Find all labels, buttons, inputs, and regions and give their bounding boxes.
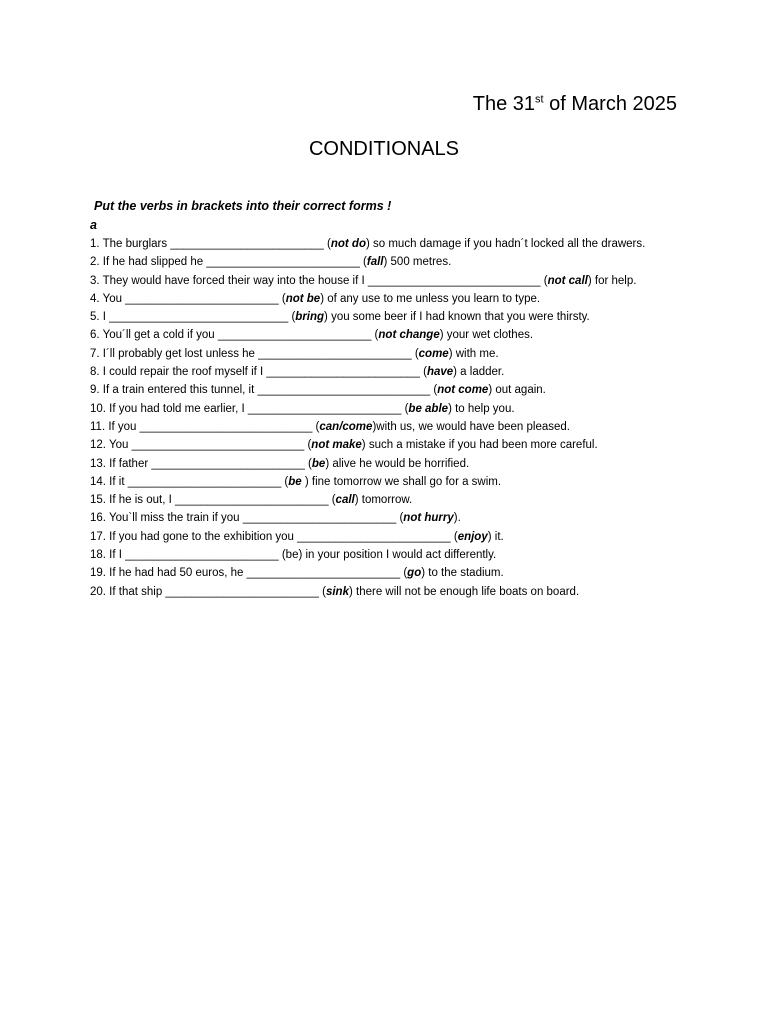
exercise-verb: not be [285, 292, 321, 305]
exercise-verb: not make [311, 439, 362, 452]
exercise-text: 3. They would have forced their way into the house if I ___________________________ ( [90, 274, 548, 287]
exercise-text: 7. I´ll probably get lost unless he ________________________ ( [90, 347, 419, 360]
exercise-item [90, 308, 645, 326]
exercise-text: ) to the stadium. [421, 567, 504, 580]
exercise-item [90, 418, 645, 436]
date-suffix: of March 2025 [543, 93, 677, 115]
exercise-item [90, 326, 645, 344]
exercise-verb: sink [325, 585, 349, 598]
exercise-item [90, 455, 645, 473]
exercise-verb: not do [330, 238, 366, 250]
exercise-item [90, 253, 645, 271]
exercise-text: ) it. [487, 530, 504, 543]
page-title: CONDITIONALS [308, 138, 460, 160]
exercise-verb: not come [437, 384, 489, 397]
exercise-item [90, 235, 645, 253]
exercise-text: 2. If he had slipped he ________________________ ( [90, 256, 367, 269]
exercise-text: 13. If father ________________________ ( [90, 457, 312, 470]
exercise-text: ) tomorrow. [354, 494, 413, 507]
exercise-verb: be [288, 475, 302, 488]
exercise-item [90, 528, 645, 546]
exercise-text: ) a ladder. [453, 366, 505, 379]
exercise-text: 1. The burglars ________________________ ( [90, 238, 331, 250]
exercise-verb: go [407, 567, 422, 580]
exercise-item [90, 564, 645, 582]
exercise-text: ) 500 metres. [383, 256, 452, 269]
exercise-text: 19. If he had had 50 euros, he ________________________ ( [90, 567, 408, 580]
exercise-text: 14. If it ________________________ ( [90, 475, 289, 488]
section-letter: a [90, 218, 97, 232]
exercise-text: 12. You ___________________________ ( [90, 439, 312, 452]
exercise-item [90, 546, 645, 564]
exercise-item [90, 509, 645, 527]
exercise-item [90, 400, 645, 418]
exercise-text: ) you some beer if I had known that you were thirsty. [324, 311, 590, 324]
exercise-verb: call [335, 494, 355, 507]
exercise-text: 20. If that ship ________________________ ( [90, 585, 326, 598]
exercise-verb: not hurry [403, 512, 454, 525]
exercise-verb: enjoy [457, 530, 488, 543]
exercise-list [90, 235, 645, 601]
exercise-text: 5. I ____________________________ ( [90, 311, 296, 324]
exercise-text: 17. If you had gone to the exhibition you ________________________ ( [90, 530, 458, 543]
exercise-verb: fall [366, 256, 384, 269]
exercise-text: 16. You`ll miss the train if you ________________________ ( [90, 512, 404, 525]
exercise-text: 8. I could repair the roof myself if I ________________________ ( [90, 366, 427, 379]
exercise-text: ) there will not be enough life boats on board. [348, 585, 580, 598]
exercise-verb: not change [378, 329, 440, 342]
exercise-text: ) such a mistake if you had been more careful. [361, 439, 598, 452]
exercise-text: 6. You´ll get a cold if you ________________________ ( [90, 329, 379, 342]
exercise-item [90, 381, 645, 399]
exercise-item [90, 345, 645, 363]
exercise-verb: have [426, 366, 454, 379]
exercise-verb: bring [295, 311, 325, 324]
exercise-item [90, 491, 645, 509]
exercise-text: ) to help you. [448, 402, 515, 415]
exercise-item [90, 473, 645, 491]
exercise-item [90, 436, 645, 454]
instructions: Put the verbs in brackets into their correct forms ! [94, 199, 392, 213]
exercise-item [90, 272, 645, 290]
exercise-text: )with us, we would have been pleased. [372, 420, 570, 433]
exercise-item [90, 290, 645, 308]
exercise-text: 15. If he is out, I ________________________ ( [90, 494, 336, 507]
exercise-text: 18. If I ________________________ (be) in your position I would act differently. [90, 549, 497, 562]
exercise-text: ) of any use to me unless you learn to type. [320, 292, 541, 305]
exercise-text: 9. If a train entered this tunnel, it ___________________________ ( [90, 384, 438, 397]
exercise-text: ) so much damage if you hadn´t locked all the drawers. [365, 238, 646, 250]
exercise-verb: come [418, 347, 449, 360]
exercise-text: ) out again. [488, 384, 546, 397]
exercise-text: ) for help. [587, 274, 637, 287]
date-prefix: The 31 [472, 93, 536, 115]
exercise-text: ). [453, 512, 461, 525]
exercise-text: ) fine tomorrow we shall go for a swim. [301, 475, 502, 488]
exercise-text: ) alive he would be horrified. [325, 457, 470, 470]
exercise-text: 10. If you had told me earlier, I ________________________ ( [90, 402, 409, 415]
exercise-text: 4. You ________________________ ( [90, 292, 286, 305]
exercise-verb: be [311, 457, 326, 470]
exercise-verb: not call [547, 274, 588, 287]
exercise-text: 11. If you ___________________________ ( [90, 420, 320, 433]
exercise-text: ) with me. [448, 347, 499, 360]
date-heading [473, 93, 677, 116]
exercise-item [90, 583, 645, 601]
exercise-verb: can/come [319, 420, 373, 433]
date-ordinal-suffix: st [535, 93, 544, 106]
exercise-item [90, 363, 645, 381]
exercise-verb: be able [408, 402, 449, 415]
exercise-text: ) your wet clothes. [439, 329, 534, 342]
